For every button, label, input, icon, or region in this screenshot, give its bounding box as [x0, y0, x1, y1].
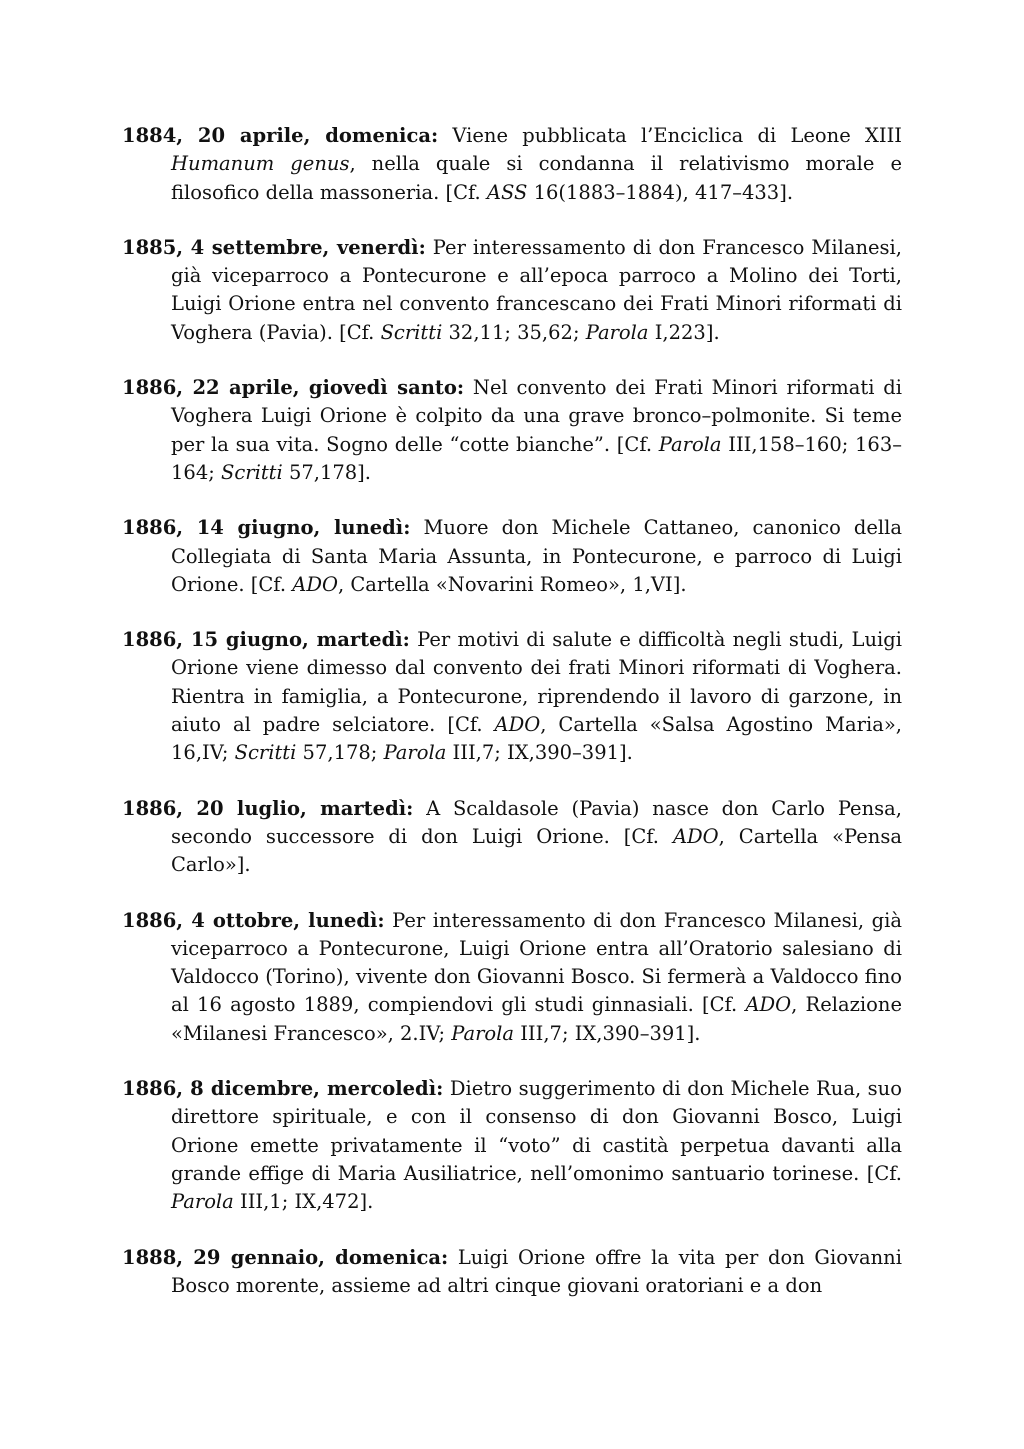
entry-text: , Relazione «Milanesi Francesco», 2.IV;	[171, 993, 902, 1045]
entry-text: , Cartella «Novarini Romeo», 1,VI].	[337, 572, 687, 596]
entry-text: III,1; IX,472].	[233, 1190, 374, 1214]
chronology-entry-1886-12-08	[122, 1075, 902, 1216]
chronology-entry-1886-07-20	[122, 795, 902, 880]
entry-italic-source: Parola	[451, 1021, 515, 1045]
entry-text: III,7; IX,390–391].	[514, 1021, 701, 1045]
entry-italic-source: Parola	[171, 1190, 234, 1214]
entry-text: Muore don Michele Cattaneo, canonico della Collegiata di Santa Maria Assunta, in Pontecurone, e parroco di Luigi Orione. [Cf.	[171, 516, 902, 596]
entry-date-heading: 1886, 22 aprile, giovedì santo:	[122, 376, 465, 400]
chronology-entry-1888-01-29	[122, 1244, 902, 1301]
entry-text: , Cartella «Pensa Carlo»].	[171, 824, 902, 877]
entry-italic-source: ADO	[494, 713, 541, 737]
entry-italic-source: Scritti	[221, 460, 283, 484]
document-page	[122, 122, 902, 1327]
entry-italic-source: Parola	[383, 741, 447, 765]
entry-text: Viene pubblicata l’Enciclica di Leone XIII	[438, 124, 902, 147]
entry-italic-source: Parola	[585, 320, 649, 344]
entry-text: 16(1883–1884), 417–433].	[527, 180, 794, 204]
entry-text: 32,11; 35,62;	[442, 320, 586, 344]
entry-italic-source: Scritti	[380, 320, 443, 344]
chronology-entry-1886-06-14	[122, 514, 902, 599]
entry-text: Per interessamento di don Francesco Milanesi, già viceparroco a Pontecurone e all’epoca parroco a Molino dei Torti, Luigi Orione entra nel convento francescano dei Frati Minori riformati di Voghera (Pavia). [Cf.	[171, 235, 902, 344]
entry-text: Nel convento dei Frati Minori riformati di Voghera Luigi Orione è colpito da una grave bronco–polmonite. Si teme per la sua vita. Sogno delle “cotte bianche”. [Cf.	[171, 376, 902, 456]
entry-date-heading: 1886, 8 dicembre, mercoledì:	[122, 1077, 444, 1101]
entry-italic-source: ADO	[292, 572, 338, 596]
entry-text: A Scaldasole (Pavia) nasce don Carlo Pensa, secondo successore di don Luigi Orione. [Cf.	[171, 796, 902, 848]
entry-date-heading: 1884, 20 aprile, domenica:	[122, 124, 439, 147]
chronology-entry-1886-10-04	[122, 907, 902, 1048]
entry-text: I,223].	[648, 320, 720, 344]
chronology-entry-1886-04-22	[122, 374, 902, 487]
entry-italic-source: Scritti	[234, 741, 297, 765]
entry-text: 57,178].	[282, 460, 371, 484]
entry-italic-title: Humanum genus	[171, 152, 350, 176]
entry-text: , nella quale si condanna il relativismo morale e filosofico della massoneria. [Cf.	[171, 152, 902, 204]
entry-date-heading: 1886, 14 giugno, lunedì:	[122, 516, 411, 540]
chronology-entry-1884-04-20	[122, 122, 902, 207]
entry-text: III,7; IX,390–391].	[446, 741, 633, 765]
entry-text: Per motivi di salute e difficoltà negli studi, Luigi Orione viene dimesso dal convento dei frati Minori riformati di Voghera. Rientra in famiglia, a Pontecurone, riprendendo il lavoro di garzone, in aiuto al padre selciatore. [Cf.	[171, 628, 902, 737]
chronology-entry-1885-09-04	[122, 234, 902, 347]
entry-date-heading: 1886, 20 luglio, martedì:	[122, 796, 414, 820]
entry-text: , Cartella «Salsa Agostino Maria», 16,IV;	[171, 713, 902, 765]
entry-italic-source: ADO	[672, 824, 719, 848]
entry-italic-source: ADO	[745, 993, 792, 1017]
entry-date-heading: 1886, 15 giugno, martedì:	[122, 628, 410, 652]
entry-text: Luigi Orione offre la vita per don Giovanni Bosco morente, assieme ad altri cinque giovani oratoriani e a don	[171, 1245, 902, 1297]
entry-text: Per interessamento di don Francesco Milanesi, già viceparroco a Pontecurone, Luigi Orione entra all’Oratorio salesiano di Valdocco (Torino), vivente don Giovanni Bosco. Si fermerà a Valdocco fino al 16 agosto 1889, compiendovi gli studi ginnasiali. [Cf.	[171, 908, 902, 1017]
entry-text: 57,178;	[296, 741, 384, 765]
entry-text: III,158–160; 163–164;	[171, 432, 902, 484]
chronology-entry-1886-06-15	[122, 626, 902, 767]
entry-text: Dietro suggerimento di don Michele Rua, suo direttore spirituale, e con il consenso di don Giovanni Bosco, Luigi Orione emette privatamente il “voto” di castità perpetua davanti alla grande effige di Maria Ausiliatrice, nell’omonimo santuario torinese. [Cf.	[171, 1077, 902, 1185]
entry-date-heading: 1888, 29 gennaio, domenica:	[122, 1245, 449, 1269]
entry-italic-source: Parola	[658, 432, 722, 456]
entry-date-heading: 1886, 4 ottobre, lunedì:	[122, 908, 385, 932]
entry-date-heading: 1885, 4 settembre, venerdì:	[122, 235, 426, 259]
entry-italic-source: ASS	[486, 180, 528, 204]
